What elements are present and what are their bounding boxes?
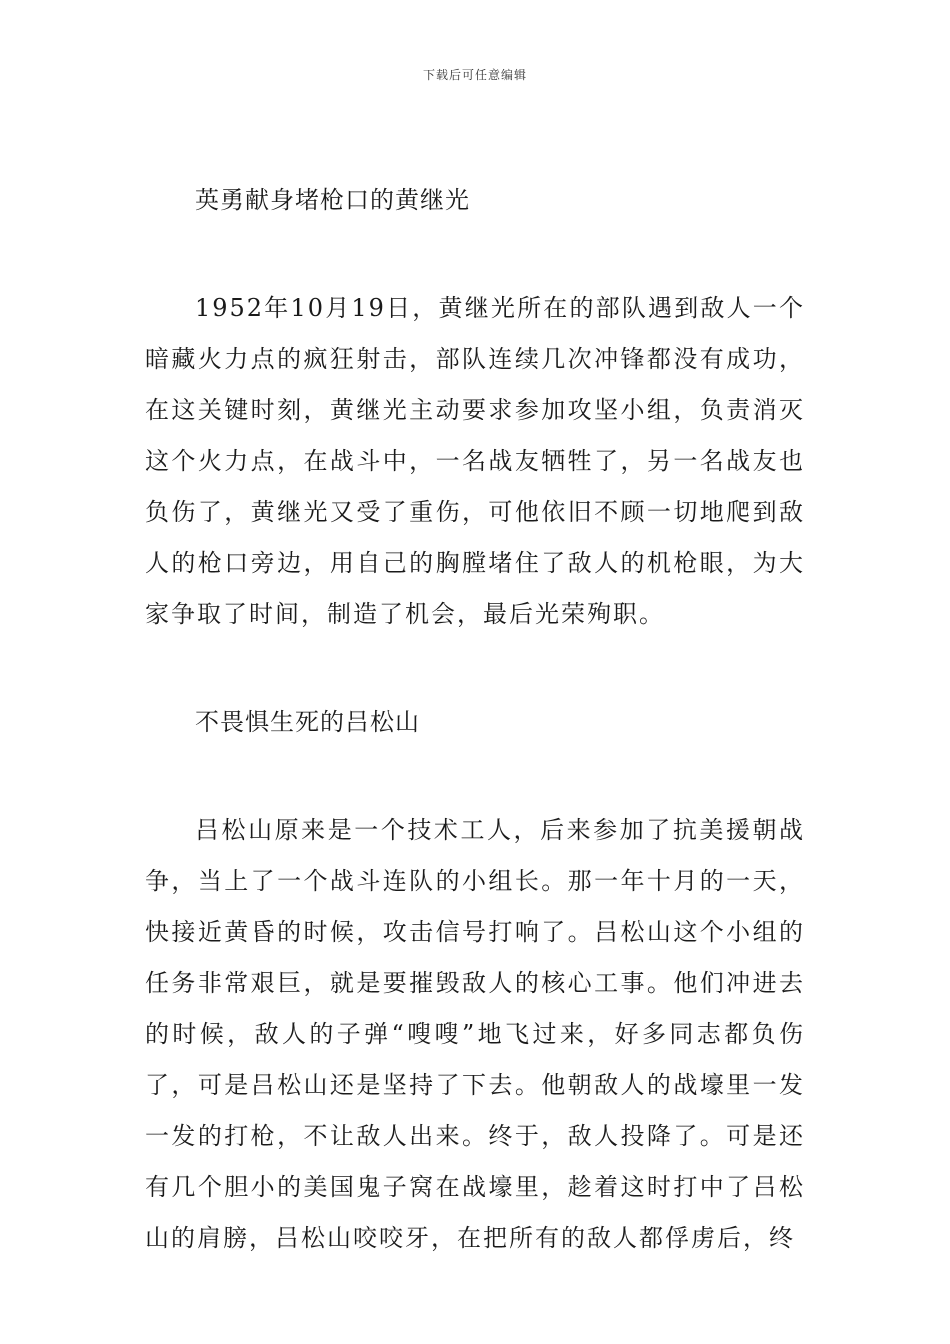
section-paragraph-huang-jiguang: 1952年10月19日，黄继光所在的部队遇到敌人一个暗藏火力点的疯狂射击，部队连续几次冲锋都没有成功，在这关键时刻，黄继光主动要求参加攻坚小组，负责消灭这个火力点，在战斗中，一名战友牺牲了，另一名战友也负伤了，黄继光又受了重伤，可他依旧不顾一切地爬到敌人的枪口旁边，用自己的胸膛堵住了敌人的机枪眼，为大家争取了时间，制造了机会，最后光荣殉职。 [145, 294, 805, 628]
section-heading-huang-jiguang: 英勇献身堵枪口的黄继光 [195, 186, 470, 214]
spacer [145, 640, 805, 702]
section-heading-lv-songshan: 不畏惧生死的吕松山 [195, 708, 420, 736]
spacer [145, 742, 805, 805]
spacer [145, 220, 805, 283]
section-paragraph-lv-songshan: 吕松山原来是一个技术工人，后来参加了抗美援朝战争，当上了一个战斗连队的小组长。那一年十月的一天，快接近黄昏的时候，攻击信号打响了。吕松山这个小组的任务非常艰巨，就是要摧毁敌人的核心工事。他们冲进去的时候，敌人的子弹“嗖嗖”地飞过来，好多同志都负伤了，可是吕松山还是坚持了下去。他朝敌人的战壕里一发一发的打枪，不让敌人出来。终于，敌人投降了。可是还有几个胆小的美国鬼子窝在战壕里，趁着这时打中了吕松山的肩膀，吕松山咬咬牙，在把所有的敌人都俘虏后，终 [145, 816, 805, 1252]
document-body [145, 180, 805, 1264]
header-note: 下载后可任意编辑 [422, 68, 527, 82]
